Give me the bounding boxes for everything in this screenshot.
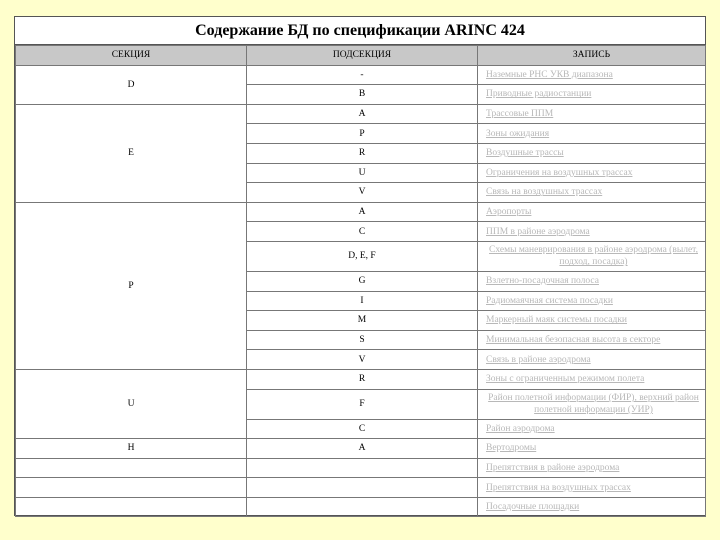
subsection-cell: V (247, 183, 478, 203)
record-link[interactable]: Связь в районе аэродрома (486, 354, 591, 365)
section-cell-p: P (16, 202, 247, 369)
record-cell[interactable] (478, 389, 706, 419)
subsection-cell: C (247, 222, 478, 242)
section-cell-e: E (16, 104, 247, 202)
record-link[interactable]: Минимальная безопасная высота в секторе (486, 335, 661, 346)
section-cell-d: D (16, 65, 247, 104)
subsection-cell: V (247, 350, 478, 370)
record-cell[interactable] (478, 163, 706, 183)
header-record: ЗАПИСЬ (478, 46, 706, 66)
record-link[interactable]: Препятствия на воздушных трассах (486, 482, 631, 493)
header-section: СЕКЦИЯ (16, 46, 247, 66)
page-title: Содержание БД по спецификации ARINC 424 (15, 17, 705, 45)
record-link[interactable]: Район полетной информации (ФИР), верхний район полетной информации (УИР) (488, 393, 699, 415)
record-cell[interactable] (478, 291, 706, 311)
subsection-cell: S (247, 330, 478, 350)
record-link[interactable]: Ограничения на воздушных трассах (486, 167, 633, 178)
record-link[interactable]: Схемы маневрирования в районе аэродрома (вылет, подход, посадка) (489, 245, 698, 268)
section-cell-u: U (16, 369, 247, 438)
section-cell-h: H (16, 439, 247, 459)
record-cell[interactable] (478, 271, 706, 291)
subsection-cell: - (247, 65, 478, 85)
subsection-cell: R (247, 143, 478, 163)
table-row (16, 202, 706, 222)
record-cell[interactable] (478, 478, 706, 498)
record-cell[interactable] (478, 311, 706, 331)
table-row (16, 478, 706, 498)
record-link[interactable]: Зоны с ограниченным режимом полета (486, 374, 645, 385)
record-link[interactable]: Наземные РНС УКВ диапазона (486, 69, 613, 80)
record-link[interactable]: Воздушные трассы (486, 148, 564, 159)
subsection-cell: F (247, 389, 478, 419)
record-cell[interactable] (478, 458, 706, 478)
subsection-cell: R (247, 369, 478, 389)
record-cell[interactable] (478, 497, 706, 517)
table-row (16, 104, 706, 124)
header-row (16, 46, 706, 66)
subsection-cell: M (247, 311, 478, 331)
record-link[interactable]: Связь на воздушных трассах (486, 187, 603, 198)
record-link[interactable]: Посадочные площадки (486, 502, 580, 513)
table-row (16, 439, 706, 459)
record-cell[interactable] (478, 222, 706, 242)
section-cell-empty (16, 458, 247, 478)
record-cell[interactable] (478, 104, 706, 124)
record-cell[interactable] (478, 350, 706, 370)
record-cell[interactable] (478, 143, 706, 163)
record-link[interactable]: Маркерный маяк системы посадки (486, 315, 628, 326)
record-cell[interactable] (478, 202, 706, 222)
arinc-table-frame (14, 16, 706, 516)
table-row (16, 369, 706, 389)
subsection-cell: B (247, 85, 478, 105)
table-row (16, 497, 706, 517)
header-subsection: ПОДСЕКЦИЯ (247, 46, 478, 66)
record-link[interactable]: Район аэродрома (486, 423, 555, 434)
record-cell[interactable] (478, 85, 706, 105)
record-link[interactable]: Аэропорты (486, 207, 532, 218)
record-cell[interactable] (478, 419, 706, 439)
record-link[interactable]: Взлетно-посадочная полоса (486, 276, 599, 287)
subsection-cell: A (247, 439, 478, 459)
record-cell[interactable] (478, 65, 706, 85)
subsection-cell: U (247, 163, 478, 183)
record-link[interactable]: Приводные радиостанции (486, 89, 592, 100)
record-cell[interactable] (478, 241, 706, 271)
record-link[interactable]: Радиомаячная система посадки (486, 295, 613, 306)
record-cell[interactable] (478, 183, 706, 203)
record-link[interactable]: Трассовые ППМ (486, 109, 554, 120)
arinc-table (15, 45, 706, 517)
subsection-cell: C (247, 419, 478, 439)
subsection-cell (247, 478, 478, 498)
record-link[interactable]: ППМ в районе аэродрома (486, 226, 590, 237)
subsection-cell: P (247, 124, 478, 144)
subsection-cell: A (247, 202, 478, 222)
section-cell-empty (16, 478, 247, 498)
record-cell[interactable] (478, 124, 706, 144)
subsection-cell: A (247, 104, 478, 124)
subsection-cell: I (247, 291, 478, 311)
subsection-cell (247, 458, 478, 478)
table-row (16, 65, 706, 85)
subsection-cell (247, 497, 478, 517)
subsection-cell: G (247, 271, 478, 291)
record-cell[interactable] (478, 439, 706, 459)
record-link[interactable]: Зоны ожидания (486, 128, 550, 139)
table-row (16, 458, 706, 478)
record-link[interactable]: Вертодромы (486, 443, 537, 454)
section-cell-empty (16, 497, 247, 517)
record-cell[interactable] (478, 330, 706, 350)
record-cell[interactable] (478, 369, 706, 389)
record-link[interactable]: Препятствия в районе аэродрома (486, 462, 620, 473)
subsection-cell: D, E, F (247, 241, 478, 271)
